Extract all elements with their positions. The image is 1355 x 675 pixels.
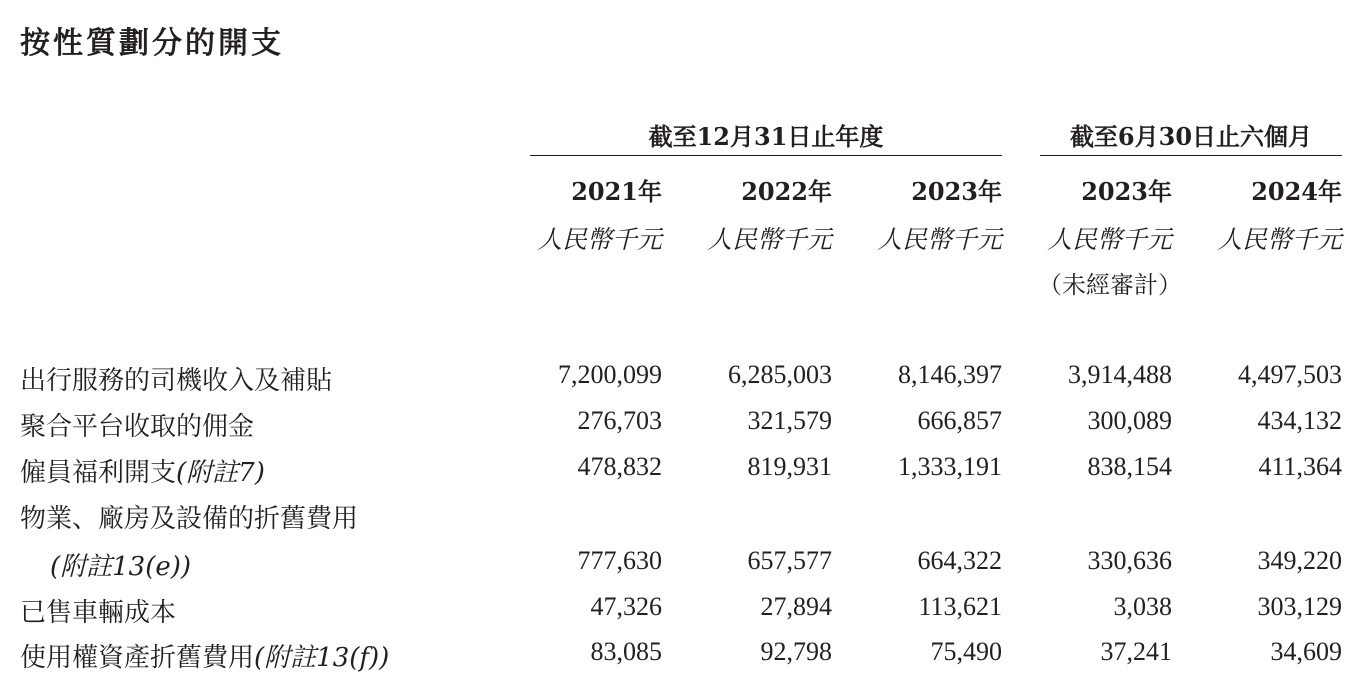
page-title: 按性質劃分的開支	[20, 26, 284, 61]
table-cell: 4,497,503	[1238, 360, 1342, 389]
table-cell: 27,894	[760, 592, 832, 621]
row-label	[20, 498, 358, 535]
table-cell: 276,703	[577, 406, 662, 435]
table-cell: 349,220	[1257, 546, 1342, 575]
row-label-text: 僱員福利開支	[20, 458, 177, 488]
note-reference: (附註13(e))	[50, 552, 192, 582]
column-year-2022: 2022年	[741, 177, 832, 206]
table-cell: 3,038	[1113, 592, 1172, 621]
row-label-text: 聚合平台收取的佣金	[20, 412, 255, 442]
table-cell: 37,241	[1100, 637, 1172, 666]
table-cell: 330,636	[1087, 546, 1172, 575]
table-cell: 34,609	[1270, 637, 1342, 666]
unaudited-note: （未經審計）	[1038, 271, 1182, 299]
table-cell: 664,322	[917, 546, 1002, 575]
table-cell: 92,798	[760, 637, 832, 666]
table-cell: 321,579	[747, 406, 832, 435]
period-rule-full-year	[530, 155, 1002, 156]
table-cell: 75,490	[930, 637, 1002, 666]
table-cell: 303,129	[1257, 592, 1342, 621]
column-unit: 人民幣千元	[536, 225, 662, 254]
column-year-2023-interim: 2023年	[1081, 177, 1172, 206]
table-cell: 8,146,397	[898, 360, 1002, 389]
row-label	[20, 592, 176, 629]
table-cell: 83,085	[590, 637, 662, 666]
table-cell: 6,285,003	[728, 360, 832, 389]
table-cell: 7,200,099	[558, 360, 662, 389]
table-cell: 411,364	[1258, 452, 1342, 481]
table-cell: 47,326	[590, 592, 662, 621]
table-cell: 657,577	[747, 546, 832, 575]
row-label-text: 物業、廠房及設備的折舊費用	[20, 504, 359, 534]
row-label	[20, 637, 389, 674]
column-year-2023: 2023年	[911, 177, 1002, 206]
period-rule-six-months	[1040, 155, 1342, 156]
row-label	[50, 546, 191, 583]
column-unit: 人民幣千元	[876, 225, 1002, 254]
table-cell: 838,154	[1087, 452, 1172, 481]
row-label	[20, 406, 254, 443]
table-cell: 819,931	[747, 452, 832, 481]
table-cell: 113,621	[918, 592, 1002, 621]
table-cell: 478,832	[577, 452, 662, 481]
table-cell: 300,089	[1087, 406, 1172, 435]
column-unit: 人民幣千元	[1216, 225, 1342, 254]
row-label-text: 使用權資產折舊費用	[20, 643, 255, 673]
table-cell: 666,857	[917, 406, 1002, 435]
column-year-2021: 2021年	[571, 177, 662, 206]
row-label	[20, 360, 332, 397]
row-label-text: 已售車輛成本	[20, 598, 177, 628]
period-header-six-months: 截至6月30日止六個月	[1069, 122, 1313, 151]
row-label-text: 出行服務的司機收入及補貼	[20, 366, 333, 396]
note-reference: (附註7)	[176, 458, 265, 488]
table-cell: 1,333,191	[898, 452, 1002, 481]
table-cell: 3,914,488	[1068, 360, 1172, 389]
column-year-2024-interim: 2024年	[1251, 177, 1342, 206]
column-unit: 人民幣千元	[1046, 225, 1172, 254]
column-unit: 人民幣千元	[706, 225, 832, 254]
table-cell: 777,630	[577, 546, 662, 575]
period-header-full-year: 截至12月31日止年度	[648, 122, 884, 151]
table-cell: 434,132	[1257, 406, 1342, 435]
note-reference: (附註13(f))	[254, 643, 390, 673]
row-label	[20, 452, 265, 489]
